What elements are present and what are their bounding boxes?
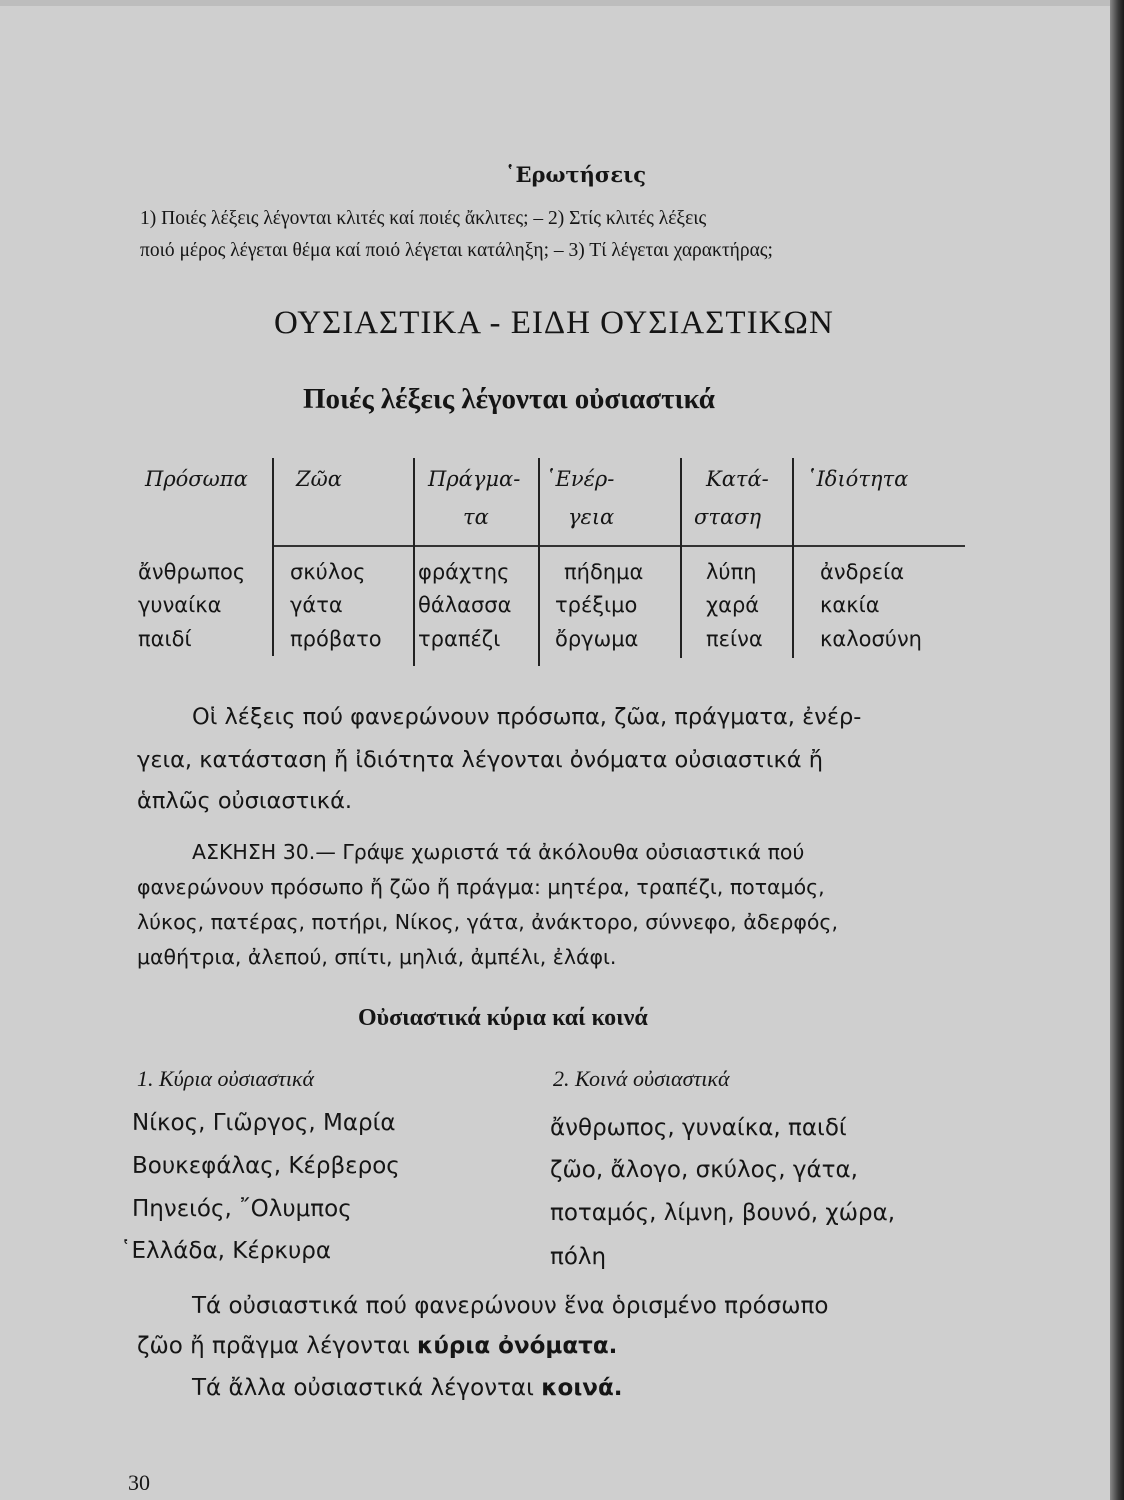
proper-nouns-item: Πηνειός, ῎Ολυμπος [132, 1196, 352, 1222]
proper-nouns-item: ῾Ελλάδα, Κέρκυρα [120, 1238, 332, 1264]
table-cell: ἄνθρωπος [138, 560, 246, 584]
exercise-line-4: μαθήτρια, ἀλεπού, σπίτι, μηλιά, ἀμπέλι, ἐλάφι. [137, 945, 617, 969]
table-cell: παιδί [138, 627, 192, 651]
page-top-edge [0, 0, 1124, 6]
definition-line-2: γεια, κατάσταση ἤ ἰδιότητα λέγονται ὀνόματα οὐσιαστικά ἤ [137, 747, 823, 773]
table-cell: ὄργωμα [555, 627, 639, 651]
table-header-persons: Πρόσωπα [145, 467, 248, 491]
conclusion-line-2 [137, 1333, 617, 1359]
subtitle: Ποιές λέξεις λέγονται οὐσιαστικά [303, 383, 715, 415]
proper-nouns-item: Βουκεφάλας, Κέρβερος [132, 1153, 400, 1179]
definition-line-1: Οἱ λέξεις πού φανερώνουν πρόσωπα, ζῶα, πράγματα, ἐνέρ- [192, 704, 862, 730]
table-cell: τρέξιμο [555, 593, 638, 617]
exercise-line-3: λύκος, πατέρας, ποτήρι, Νίκος, γάτα, ἀνάκτορο, σύννεφο, ἀδερφός, [137, 910, 838, 934]
table-cell: λύπη [706, 560, 757, 584]
common-nouns-item: ποταμός, λίμνη, βουνό, χώρα, [550, 1200, 896, 1226]
questions-heading: ῾Ερωτήσεις [505, 162, 647, 187]
proper-nouns-heading: 1. Κύρια οὐσιαστικά [137, 1066, 315, 1091]
proper-nouns-item: Νίκος, Γιῶργος, Μαρία [132, 1110, 396, 1136]
questions-line-2: ποιό μέρος λέγεται θέμα καί ποιό λέγεται κατάληξη; – 3) Τί λέγεται χαρακτήρας; [140, 240, 773, 261]
table-cell: φράχτης [418, 560, 510, 584]
table-header-quality: ῾Ιδιότητα [806, 467, 909, 491]
table-col-divider [413, 458, 415, 666]
conclusion-line-1: Τά οὐσιαστικά πού φανερώνουν ἕνα ὁρισμένο πρόσωπο [192, 1293, 829, 1319]
section-title: Οὐσιαστικά κύρια καί κοινά [358, 1005, 648, 1031]
main-title: ΟΥΣΙΑΣΤΙΚΑ - ΕΙΔΗ ΟΥΣΙΑΣΤΙΚΩΝ [274, 305, 834, 341]
exercise-line-2: φανερώνουν πρόσωπο ἤ ζῶο ἤ πράγμα: μητέρα, τραπέζι, ποταμός, [137, 875, 825, 899]
table-header-things-cont: τα [463, 505, 489, 529]
table-cell: γάτα [290, 593, 343, 617]
conclusion-line-3-text: Τά ἄλλα οὐσιαστικά λέγονται [192, 1375, 542, 1401]
conclusion-line-3 [192, 1375, 623, 1401]
table-cell: σκύλος [290, 560, 366, 584]
table-col-divider [680, 458, 682, 658]
table-col-divider [272, 458, 274, 656]
table-cell: πήδημα [564, 560, 644, 584]
table-header-state-cont: σταση [694, 505, 762, 529]
table-col-divider [792, 458, 794, 658]
table-cell: κακία [820, 593, 880, 617]
table-cell: καλοσύνη [820, 627, 922, 651]
table-header-energy-cont: γεια [568, 505, 615, 529]
page-binding-edge [1110, 0, 1124, 1500]
table-cell: γυναίκα [138, 593, 222, 617]
conclusion-line-2-text: ζῶο ἤ πρᾶγμα λέγονται [137, 1333, 418, 1359]
exercise-line-1: ΑΣΚΗΣΗ 30.— Γράψε χωριστά τά ἀκόλουθα οὐσιαστικά πού [192, 840, 805, 864]
table-cell: ἀνδρεία [820, 560, 905, 584]
table-cell: πρόβατο [290, 627, 382, 651]
common-nouns-heading: 2. Κοινά οὐσιαστικά [553, 1066, 730, 1091]
common-nouns-item: ἄνθρωπος, γυναίκα, παιδί [550, 1115, 847, 1141]
table-cell: θάλασσα [418, 593, 512, 617]
definition-line-3: ἁπλῶς οὐσιαστικά. [137, 788, 353, 814]
questions-line-1: 1) Ποιές λέξεις λέγονται κλιτές καί ποιές ἄκλιτες; – 2) Στίς κλιτές λέξεις [140, 208, 707, 229]
table-header-animals: Ζῶα [296, 467, 342, 491]
table-header-energy: ῾Ενέρ- [545, 467, 615, 491]
conclusion-line-2-bold: κύρια ὀνόματα. [417, 1333, 618, 1359]
page-number: 30 [128, 1470, 150, 1495]
table-cell: πείνα [706, 627, 763, 651]
table-cell: τραπέζι [418, 627, 501, 651]
common-nouns-item: πόλη [550, 1244, 607, 1270]
table-header-divider [272, 545, 965, 547]
table-header-things: Πράγμα- [428, 467, 521, 491]
table-cell: χαρά [706, 593, 760, 617]
conclusion-line-3-bold: κοινά. [541, 1375, 623, 1401]
common-nouns-item: ζῶο, ἄλογο, σκύλος, γάτα, [550, 1157, 858, 1183]
table-header-state: Κατά- [706, 467, 769, 491]
table-col-divider [538, 458, 540, 666]
